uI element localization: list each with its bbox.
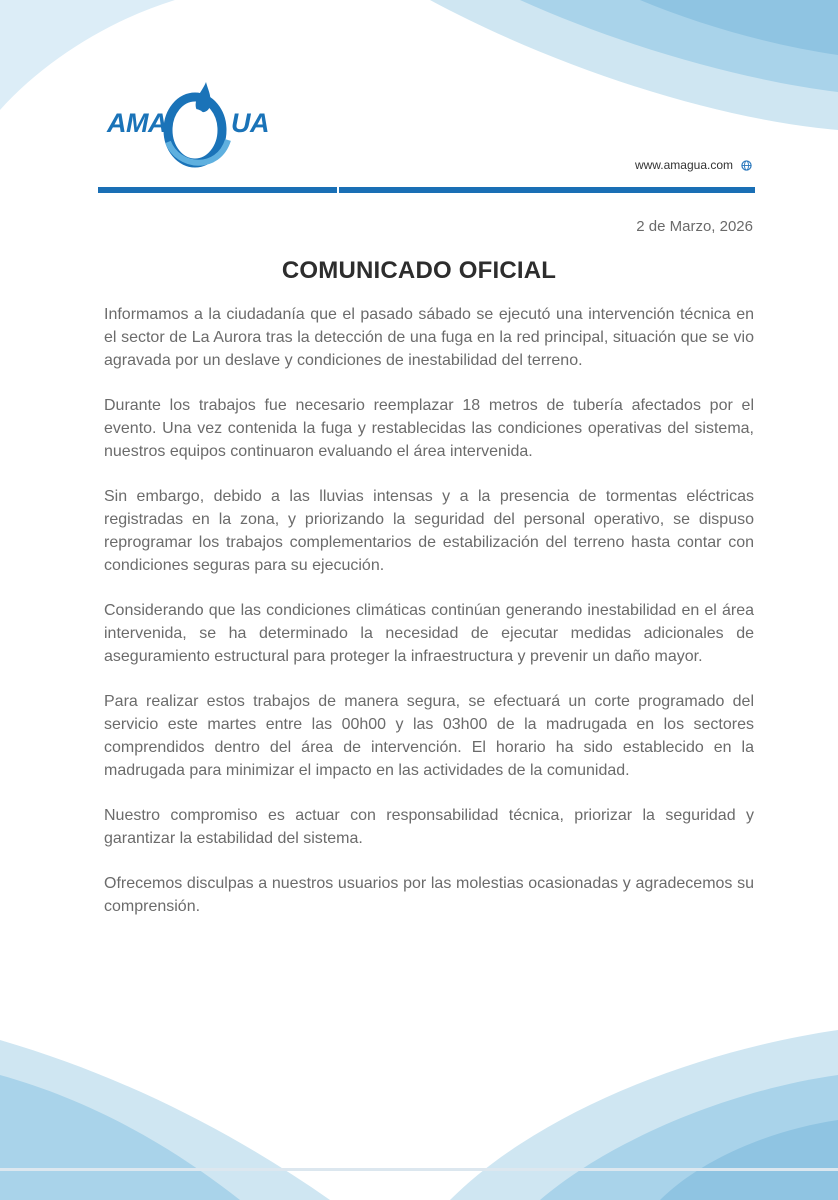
website-url: www.amagua.com — [634, 158, 733, 172]
paragraph-1: Informamos a la ciudadanía que el pasado sábado se ejecutó una intervención técnica en el sector de La Aurora tras la detección de una fuga en la red principal, situación que se vio agravada por un deslave y condiciones de inestabilidad del terreno. — [104, 306, 754, 369]
amagua-logo — [104, 80, 274, 172]
paragraph-7: Ofrecemos disculpas a nuestros usuarios por las molestias ocasionadas y agradecemos su comprensión. — [104, 875, 754, 915]
water-drop-ring-logo-icon — [158, 80, 232, 172]
paragraph-5: Para realizar estos trabajos de manera segura, se efectuará un corte programado del servicio este martes entre las 00h00 y las 03h00 de la madrugada en los sectores comprendidos dentro del área de intervención. El horario ha sido establecido en la madrugada para minimizar el impacto en las actividades de la comunidad. — [104, 693, 754, 779]
header-divider — [98, 187, 755, 193]
header-divider-gap — [337, 187, 339, 193]
document-title: COMUNICADO OFICIAL — [281, 257, 557, 284]
website-link[interactable] — [635, 158, 752, 172]
footer-divider — [0, 1168, 838, 1171]
logo-text-right: UA — [231, 108, 269, 138]
logo-text-left: AMA — [107, 108, 167, 138]
document-date: 2 de Marzo, 2026 — [636, 218, 753, 235]
document-body — [104, 303, 754, 940]
paragraph-2: Durante los trabajos fue necesario reemplazar 18 metros de tubería afectados por el evento. Una vez contenida la fuga y restablecidas las condiciones operativas del sistema, nuestros equipos continuaron evaluando el área intervenida. — [104, 397, 754, 460]
globe-icon — [741, 160, 752, 171]
paragraph-4: Considerando que las condiciones climáticas continúan generando inestabilidad en el área intervenida, se ha determinado la necesidad de ejecutar medidas adicionales de aseguramiento estructural para proteger la infraestructura y prevenir un daño mayor. — [104, 602, 754, 665]
paragraph-3: Sin embargo, debido a las lluvias intensas y a la presencia de tormentas eléctricas registradas en la zona, y priorizando la seguridad del personal operativo, se dispuso reprogramar los trabajos complementarios de estabilización del terreno hasta contar con condiciones seguras para su ejecución. — [104, 488, 754, 574]
paragraph-6: Nuestro compromiso es actuar con responsabilidad técnica, priorizar la seguridad y garantizar la estabilidad del sistema. — [104, 807, 754, 847]
